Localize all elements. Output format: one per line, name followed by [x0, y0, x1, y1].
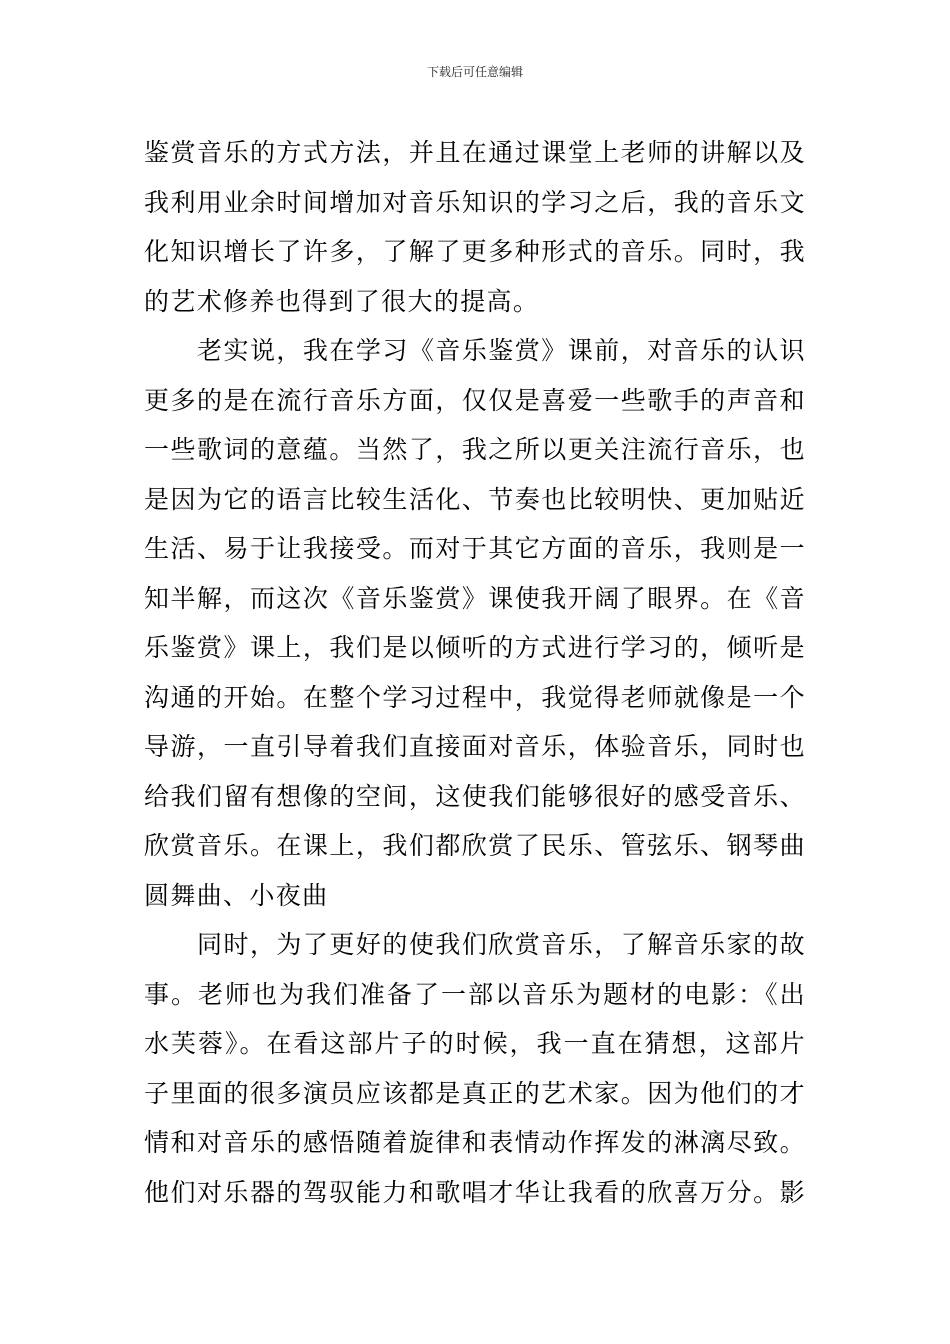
text-line: 事。老师也为我们准备了一部以音乐为题材的电影：《出 [144, 979, 806, 1009]
text-line: 生活、易于让我接受。而对于其它方面的音乐，我则是一 [144, 534, 806, 563]
text-line: 圆舞曲、小夜曲 [144, 880, 329, 910]
text-line: 的艺术修养也得到了很大的提高。 [144, 286, 540, 316]
text-line: 沟通的开始。在整个学习过程中，我觉得老师就像是一个 [144, 682, 806, 712]
text-line: 化知识增长了许多，了解了更多种形式的音乐。同时，我 [144, 237, 806, 266]
text-line: 同时，为了更好的使我们欣赏音乐，了解音乐家的故 [144, 930, 806, 959]
text-line: 乐鉴赏》课上，我们是以倾听的方式进行学习的，倾听是 [144, 633, 806, 662]
text-line: 一些歌词的意蕴。当然了，我之所以更关注流行音乐，也 [144, 435, 806, 464]
document-body [144, 128, 806, 1217]
text-line: 他们对乐器的驾驭能力和歌唱才华让我看的欣喜万分。影 [144, 1177, 806, 1207]
text-line: 鉴赏音乐的方式方法，并且在通过课堂上老师的讲解以及 [144, 138, 806, 167]
text-line: 欣赏音乐。在课上，我们都欣赏了民乐、管弦乐、钢琴曲 [144, 831, 806, 860]
text-line: 给我们留有想像的空间，这使我们能够很好的感受音乐、 [144, 781, 806, 811]
page-header: 下载后可任意编辑 [426, 65, 523, 79]
text-line: 更多的是在流行音乐方面，仅仅是喜爱一些歌手的声音和 [144, 385, 806, 415]
text-line: 子里面的很多演员应该都是真正的艺术家。因为他们的才 [144, 1078, 806, 1108]
text-line: 老实说，我在学习《音乐鉴赏》课前，对音乐的认识 [144, 336, 806, 365]
text-line: 知半解，而这次《音乐鉴赏》课使我开阔了眼界。在《音 [144, 583, 806, 613]
text-line: 我利用业余时间增加对音乐知识的学习之后，我的音乐文 [144, 187, 806, 217]
text-line: 水芙蓉》。在看这部片子的时候，我一直在猜想，这部片 [144, 1029, 806, 1058]
text-line: 是因为它的语言比较生活化、节奏也比较明快、更加贴近 [144, 484, 806, 514]
paragraph-1 [144, 128, 806, 326]
paragraph-3 [144, 920, 806, 1217]
text-line: 情和对音乐的感悟随着旋律和表情动作挥发的淋漓尽致。 [144, 1128, 806, 1157]
text-line: 导游，一直引导着我们直接面对音乐，体验音乐，同时也 [144, 732, 806, 761]
paragraph-2 [144, 326, 806, 920]
